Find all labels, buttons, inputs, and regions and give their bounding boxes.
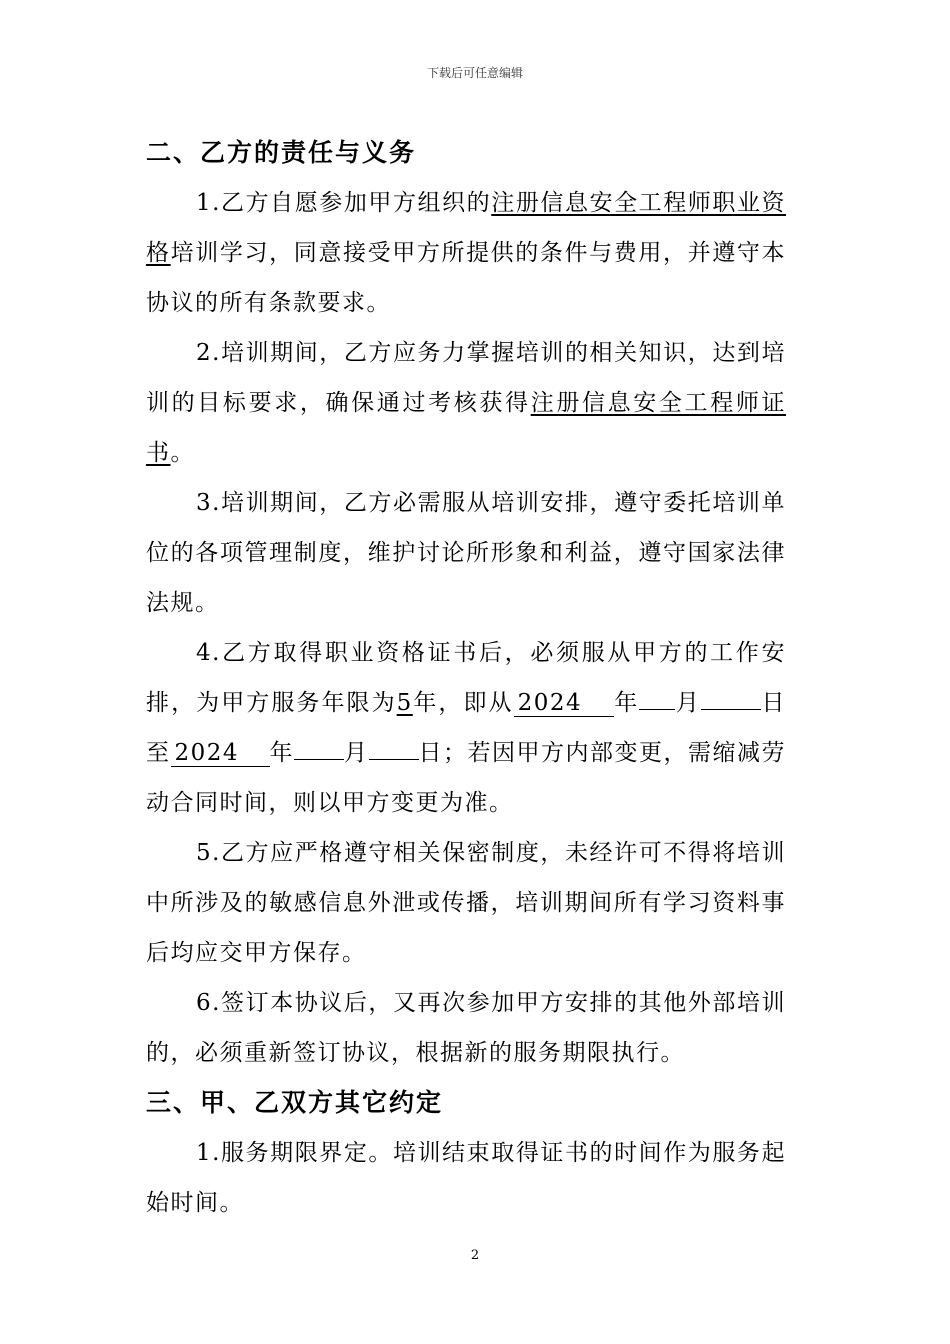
section-heading-2: 二、乙方的责任与义务 [146,138,417,167]
end-year-field: 2024 [171,740,270,767]
service-years: 5 [396,690,413,716]
end-month-char: 月 [344,740,369,766]
start-month-char: 月 [675,690,701,716]
page-header: 下载后可任意编辑 [426,66,523,80]
start-day-blank [701,683,761,710]
start-day-char: 日 [760,690,786,716]
clause-2-4-part2: 年，即从 [412,690,514,716]
document-body [146,128,786,1228]
end-month-blank [294,733,344,760]
qualification-name: 注册信息安全工程师职业资格 [146,190,787,266]
clause-2-1-suffix: 培训学习，同意接受甲方所提供的条件与费用，并遵守本协议的所有条款要求。 [146,240,787,316]
clause-2-1-prefix: 1.乙方自愿参加甲方组织的 [196,190,492,216]
start-year-char: 年 [614,690,640,716]
clause-2-4-part1: 4.乙方取得职业资格证书后，必须服从甲方的工作安排，为甲方服务年限为 [146,640,786,716]
start-year-field: 2024 [514,690,615,717]
clause-2-2-prefix: 2.培训期间，乙方应务力掌握培训的相关知识，达到培训的目标要求，确保通过考核获得 [146,340,786,416]
clause-2-6: 6.签订本协议后，又再次参加甲方安排的其他外部培训的，必须重新签订协议，根据新的服务期限执行。 [146,990,786,1066]
clause-3-1: 1.服务期限界定。培训结束取得证书的时间作为服务起始时间。 [146,1140,786,1216]
section-heading-3: 三、甲、乙双方其它约定 [146,1088,444,1117]
clause-2-4 [146,628,786,828]
certificate-name: 注册信息安全工程师证书 [146,390,787,466]
clause-2-1 [146,178,786,328]
clause-2-2-suffix: 。 [170,440,195,466]
clause-2-4-part3: ；若因甲方内部变更，需缩减劳动合同时间，则以甲方变更为准。 [146,740,787,816]
to-char: 至 [146,740,171,766]
clause-2-3: 3.培训期间，乙方必需服从培训安排，遵守委托培训单位的各项管理制度，维护讨论所形象和利益，遵守国家法律法规。 [146,490,786,616]
start-month-blank [639,683,675,710]
clause-2-5: 5.乙方应严格遵守相关保密制度，未经许可不得将培训中所涉及的敏感信息外泄或传播，培训期间所有学习资料事后均应交甲方保存。 [146,840,786,966]
clause-2-2 [146,328,786,478]
page-number: 2 [470,1248,480,1263]
end-day-blank [369,733,419,760]
end-day-char: 日 [418,740,444,766]
end-year-char: 年 [269,740,295,766]
